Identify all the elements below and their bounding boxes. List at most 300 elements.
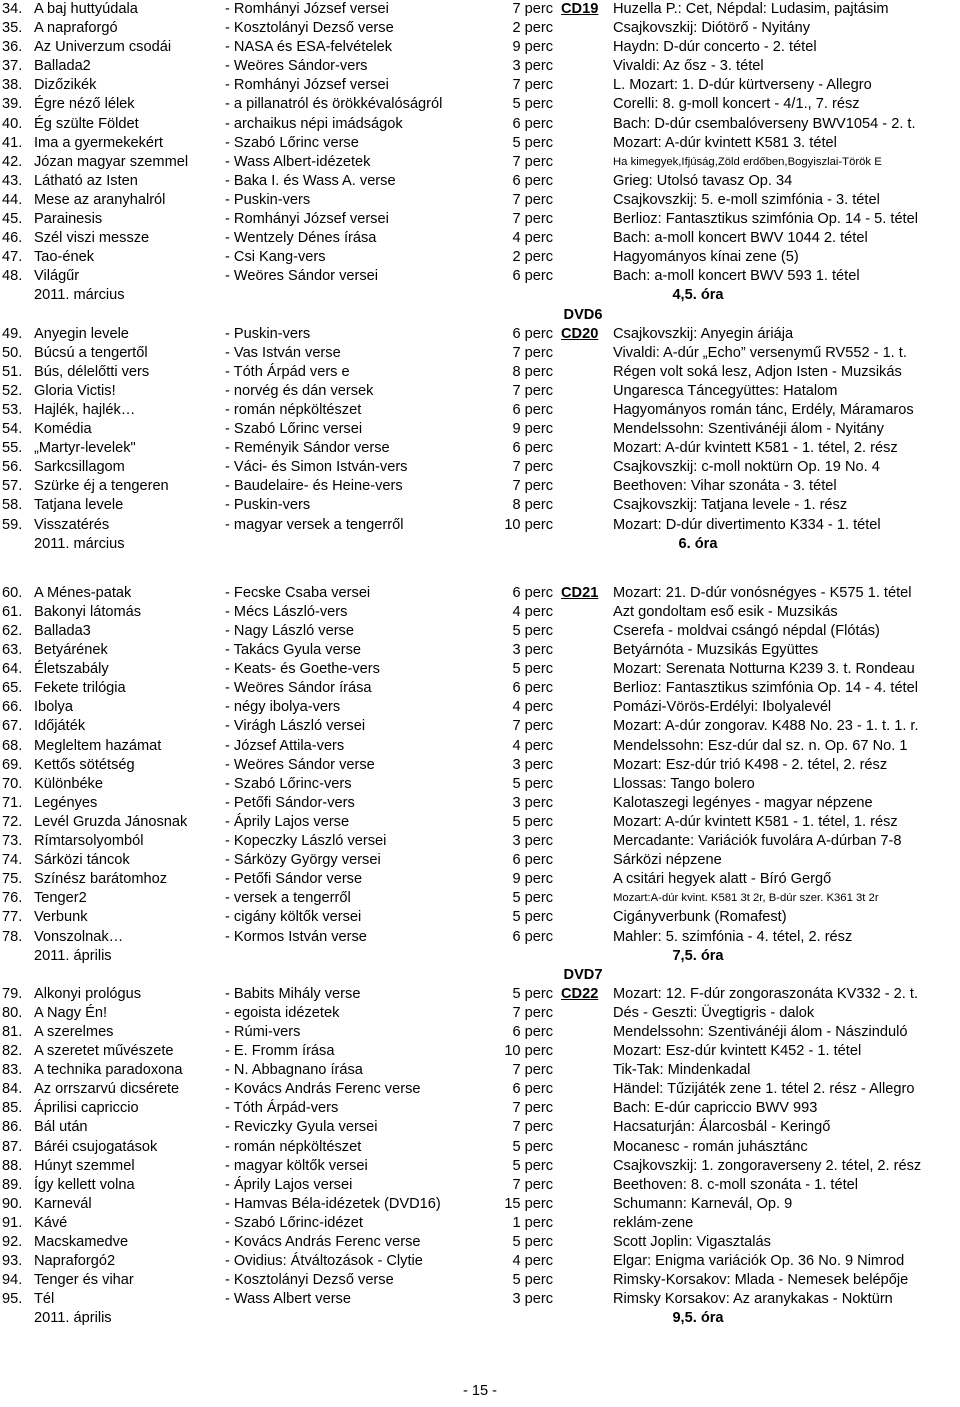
- item-duration: 6 perc: [512, 172, 553, 189]
- item-number: 91.: [2, 1214, 23, 1231]
- item-title: Levél Gruzda Jánosnak: [34, 813, 188, 830]
- item-number: 68.: [2, 737, 23, 754]
- program-row: [0, 889, 960, 908]
- item-title: Húnyt szemmel: [34, 1157, 135, 1174]
- item-number: 70.: [2, 775, 23, 792]
- item-number: 67.: [2, 718, 23, 735]
- program-row: [0, 477, 960, 496]
- item-music: Régen volt soká lesz, Adjon Isten - Muzsikás: [613, 363, 902, 380]
- program-row: [0, 1023, 960, 1042]
- group-hours: 9,5. óra: [672, 1310, 724, 1327]
- item-number: 45.: [2, 211, 23, 228]
- item-music: Ha kimegyek,Ifjúság,Zöld erdőben,Bogyiszlai-Török E: [613, 155, 882, 168]
- item-music: Mendelssohn: Esz-dúr dal sz. n. Op. 67 No. 1: [613, 737, 908, 754]
- item-source: - József Attila-vers: [225, 737, 345, 754]
- item-title: Sarkcsillagom: [34, 459, 125, 476]
- item-source: - Szabó Lőrinc-vers: [225, 775, 352, 792]
- item-duration: 7 perc: [512, 382, 553, 399]
- item-title: Gloria Victis!: [34, 382, 116, 399]
- item-music: Beethoven: Vihar szonáta - 3. tétel: [613, 478, 837, 495]
- item-duration: 7 perc: [512, 153, 553, 170]
- cd-label: CD21: [561, 584, 599, 601]
- group-summary-row: [0, 1309, 960, 1328]
- program-row: [0, 57, 960, 76]
- dvd-label: DVD7: [563, 966, 603, 983]
- item-source: - Tóth Árpád vers e: [225, 363, 350, 380]
- group-date: 2011. március: [34, 287, 125, 304]
- item-source: - Babits Mihály verse: [225, 985, 361, 1002]
- item-number: 39.: [2, 96, 23, 113]
- item-number: 55.: [2, 440, 23, 457]
- program-row: [0, 344, 960, 363]
- item-duration: 7 perc: [512, 77, 553, 94]
- item-source: - Keats- és Goethe-vers: [225, 661, 380, 678]
- item-number: 80.: [2, 1004, 23, 1021]
- program-row: [0, 870, 960, 889]
- program-row: [0, 584, 960, 603]
- item-music: Csajkovszkij: Tatjana levele - 1. rész: [613, 497, 848, 514]
- item-music: Bach: D-dúr csembalóverseny BWV1054 - 2. t.: [613, 115, 916, 132]
- group-spacer: [0, 554, 960, 573]
- group-date: 2011. április: [34, 947, 112, 964]
- cd-label: CD20: [561, 325, 599, 342]
- item-title: Különbéke: [34, 775, 103, 792]
- item-duration: 7 perc: [512, 718, 553, 735]
- item-music: Csajkovszkij: Anyegin áriája: [613, 325, 794, 342]
- program-row: [0, 622, 960, 641]
- item-title: A Nagy Én!: [34, 1004, 108, 1021]
- item-music: Bach: E-dúr capriccio BWV 993: [613, 1100, 818, 1117]
- item-title: Betyárének: [34, 642, 108, 659]
- item-number: 38.: [2, 77, 23, 94]
- item-title: A szerelmes: [34, 1023, 114, 1040]
- item-source: - magyar költők versei: [225, 1157, 368, 1174]
- item-music: Mendelssohn: Szentivánéji álom - Nászinduló: [613, 1023, 908, 1040]
- item-source: - Váci- és Simon István-vers: [225, 459, 408, 476]
- group-spacer: [0, 1328, 960, 1347]
- item-title: Ibolya: [34, 699, 73, 716]
- item-number: 43.: [2, 172, 23, 189]
- item-number: 83.: [2, 1062, 23, 1079]
- item-music: L. Mozart: 1. D-dúr kürtverseny - Allegro: [613, 77, 872, 94]
- program-row: [0, 832, 960, 851]
- item-source: - négy ibolya-vers: [225, 699, 341, 716]
- program-row: [0, 1157, 960, 1176]
- item-number: 36.: [2, 39, 23, 56]
- program-row: [0, 153, 960, 172]
- program-row: [0, 1118, 960, 1137]
- item-source: - NASA és ESA-felvételek: [225, 39, 393, 56]
- item-number: 51.: [2, 363, 23, 380]
- item-duration: 3 perc: [512, 833, 553, 850]
- item-duration: 6 perc: [512, 1081, 553, 1098]
- item-duration: 5 perc: [512, 813, 553, 830]
- item-number: 90.: [2, 1195, 23, 1212]
- item-source: - Wass Albert-idézetek: [225, 153, 371, 170]
- program-group: [0, 0, 960, 325]
- item-music: Mozart: 21. D-dúr vonósnégyes - K575 1. tétel: [613, 584, 912, 601]
- item-source: - Rúmi-vers: [225, 1023, 301, 1040]
- item-duration: 6 perc: [512, 928, 553, 945]
- item-music: Mozart: A-dúr kvintett K581 - 1. tétel, 1. rész: [613, 813, 898, 830]
- item-number: 58.: [2, 497, 23, 514]
- item-title: Szél viszi messze: [34, 230, 150, 247]
- item-title: Így kellett volna: [34, 1176, 135, 1193]
- item-title: Búcsú a tengertől: [34, 344, 148, 361]
- program-row: [0, 363, 960, 382]
- item-duration: 5 perc: [512, 134, 553, 151]
- item-duration: 7 perc: [512, 1119, 553, 1136]
- item-number: 69.: [2, 756, 23, 773]
- item-title: Világűr: [34, 268, 80, 285]
- item-title: Tao-ének: [34, 249, 95, 266]
- item-music: Kalotaszegi legényes - magyar népzene: [613, 794, 873, 811]
- item-number: 57.: [2, 478, 23, 495]
- item-music: Csajkovszkij: c-moll noktürn Op. 19 No. 4: [613, 459, 880, 476]
- item-title: „Martyr-levelek": [34, 440, 136, 457]
- item-title: Karnevál: [34, 1195, 92, 1212]
- item-number: 64.: [2, 661, 23, 678]
- program-row: [0, 1214, 960, 1233]
- item-source: - Wentzely Dénes írása: [225, 230, 377, 247]
- item-duration: 5 perc: [512, 890, 553, 907]
- program-row: [0, 679, 960, 698]
- program-row: [0, 985, 960, 1004]
- item-duration: 7 perc: [512, 1062, 553, 1079]
- item-source: - Romhányi József versei: [225, 211, 389, 228]
- item-music: Llossas: Tango bolero: [613, 775, 755, 792]
- item-number: 76.: [2, 890, 23, 907]
- program-row: [0, 115, 960, 134]
- group-spacer: [0, 306, 960, 325]
- item-duration: 6 perc: [512, 852, 553, 869]
- item-music: Betyárnóta - Muzsikás Együttes: [613, 642, 819, 659]
- item-title: Rímtarsolyomból: [34, 833, 144, 850]
- item-music: Rimsky Korsakov: Az aranykakas - Noktürn: [613, 1291, 893, 1308]
- item-title: Bál után: [34, 1119, 88, 1136]
- item-number: 86.: [2, 1119, 23, 1136]
- item-duration: 10 perc: [504, 1043, 553, 1060]
- program-row: [0, 660, 960, 679]
- program-row: [0, 401, 960, 420]
- item-number: 77.: [2, 909, 23, 926]
- item-source: - Petőfi Sándor-vers: [225, 794, 355, 811]
- item-title: Komédia: [34, 421, 92, 438]
- item-number: 93.: [2, 1253, 23, 1270]
- item-music: Corelli: 8. g-moll koncert - 4/1., 7. rész: [613, 96, 860, 113]
- item-duration: 8 perc: [512, 497, 553, 514]
- item-number: 85.: [2, 1100, 23, 1117]
- program-row: [0, 1271, 960, 1290]
- item-source: - Baka I. és Wass A. verse: [225, 172, 396, 189]
- item-music: Hagyományos kínai zene (5): [613, 249, 799, 266]
- item-source: - Szabó Lőrinc verse: [225, 134, 359, 151]
- item-number: 78.: [2, 928, 23, 945]
- item-duration: 5 perc: [512, 1272, 553, 1289]
- item-number: 59.: [2, 516, 23, 533]
- item-duration: 9 perc: [512, 39, 553, 56]
- item-music: reklám-zene: [613, 1214, 694, 1231]
- item-duration: 7 perc: [512, 459, 553, 476]
- item-duration: 7 perc: [512, 211, 553, 228]
- program-row: [0, 1138, 960, 1157]
- item-music: Hagyományos román tánc, Erdély, Máramaros: [613, 401, 914, 418]
- item-title: A napraforgó: [34, 20, 118, 37]
- item-title: Fekete trilógia: [34, 680, 126, 697]
- item-title: Áprilisi capriccio: [34, 1100, 139, 1117]
- item-source: - Mécs László-vers: [225, 603, 348, 620]
- item-title: Vonszolnak…: [34, 928, 124, 945]
- item-duration: 3 perc: [512, 756, 553, 773]
- item-title: Dizőzikék: [34, 77, 97, 94]
- item-music: Mozart: A-dúr kvintett K581 - 1. tétel, 2. rész: [613, 440, 898, 457]
- program-row: [0, 0, 960, 19]
- item-title: Macskamedve: [34, 1234, 129, 1250]
- item-music: Schumann: Karnevál, Op. 9: [613, 1195, 793, 1212]
- item-source: - Ovidius: Átváltozások - Clytie: [225, 1253, 423, 1270]
- item-duration: 5 perc: [512, 1157, 553, 1174]
- item-number: 41.: [2, 134, 23, 151]
- item-source: - Kopeczky László versei: [225, 833, 387, 850]
- item-duration: 7 perc: [512, 191, 553, 208]
- item-music: Pomázi-Vörös-Erdélyi: Ibolyalevél: [613, 699, 832, 716]
- item-duration: 4 perc: [512, 737, 553, 754]
- item-duration: 5 perc: [512, 661, 553, 678]
- item-source: - Szabó Lőrinc versei: [225, 421, 363, 438]
- item-source: - Áprily Lajos verse: [225, 813, 350, 830]
- item-title: Kávé: [34, 1214, 68, 1231]
- item-title: Tél: [34, 1291, 55, 1308]
- item-title: Színész barátomhoz: [34, 871, 168, 888]
- item-source: - Baudelaire- és Heine-vers: [225, 478, 403, 495]
- item-music: Cigányverbunk (Romafest): [613, 909, 787, 926]
- item-title: Bús, délelőtti vers: [34, 363, 150, 380]
- item-number: 47.: [2, 249, 23, 266]
- item-music: Ungaresca Táncegyüttes: Hatalom: [613, 382, 838, 399]
- cd-label: CD19: [561, 1, 599, 17]
- program-group: [0, 985, 960, 1348]
- item-source: - Romhányi József versei: [225, 1, 389, 17]
- item-title: Kettős sötétség: [34, 756, 135, 773]
- item-number: 53.: [2, 401, 23, 418]
- item-duration: 5 perc: [512, 985, 553, 1002]
- item-duration: 9 perc: [512, 871, 553, 888]
- item-source: - Puskin-vers: [225, 497, 311, 514]
- item-source: - egoista idézetek: [225, 1004, 340, 1021]
- item-source: - Reviczky Gyula versei: [225, 1119, 378, 1136]
- program-row: [0, 698, 960, 717]
- item-music: Hacsaturján: Álarcosbál - Keringő: [613, 1119, 831, 1136]
- item-duration: 7 perc: [512, 344, 553, 361]
- item-number: 81.: [2, 1023, 23, 1040]
- item-number: 63.: [2, 642, 23, 659]
- item-duration: 7 perc: [512, 1100, 553, 1117]
- group-summary-row: [0, 947, 960, 966]
- item-number: 88.: [2, 1157, 23, 1174]
- item-source: - Wass Albert verse: [225, 1291, 351, 1308]
- program-row: [0, 737, 960, 756]
- program-row: [0, 134, 960, 153]
- item-title: A Ménes-patak: [34, 584, 132, 601]
- item-duration: 15 perc: [504, 1195, 553, 1212]
- program-row: [0, 1252, 960, 1271]
- item-duration: 5 perc: [512, 1138, 553, 1155]
- item-number: 65.: [2, 680, 23, 697]
- item-number: 82.: [2, 1043, 23, 1060]
- item-duration: 6 perc: [512, 268, 553, 285]
- item-duration: 10 perc: [504, 516, 553, 533]
- program-row: [0, 851, 960, 870]
- item-duration: 5 perc: [512, 623, 553, 639]
- item-number: 48.: [2, 268, 23, 285]
- item-duration: 1 perc: [512, 1214, 553, 1231]
- item-source: - Vas István verse: [225, 344, 341, 361]
- item-number: 92.: [2, 1234, 23, 1250]
- program-group: [0, 584, 960, 985]
- item-number: 60.: [2, 584, 23, 601]
- group-summary-row: [0, 535, 960, 554]
- item-number: 74.: [2, 852, 23, 869]
- group-summary-row: [0, 286, 960, 305]
- item-number: 87.: [2, 1138, 23, 1155]
- group-date: 2011. március: [34, 535, 125, 552]
- item-title: A baj huttyúdala: [34, 1, 138, 17]
- item-duration: 5 perc: [512, 775, 553, 792]
- item-number: 79.: [2, 985, 23, 1002]
- item-duration: 2 perc: [512, 20, 553, 37]
- group-spacer: [0, 966, 960, 985]
- program-row: [0, 267, 960, 286]
- program-row: [0, 1004, 960, 1023]
- item-number: 62.: [2, 623, 23, 639]
- item-source: - Weöres Sándor versei: [225, 268, 379, 285]
- item-number: 61.: [2, 603, 23, 620]
- item-duration: 8 perc: [512, 363, 553, 380]
- item-title: A technika paradoxona: [34, 1062, 183, 1079]
- item-source: - román népköltészet: [225, 1138, 362, 1155]
- item-duration: 6 perc: [512, 680, 553, 697]
- item-number: 34.: [2, 1, 23, 17]
- item-duration: 7 perc: [512, 1, 553, 17]
- item-title: Napraforgó2: [34, 1253, 116, 1270]
- item-music: Bach: a-moll koncert BWV 593 1. tétel: [613, 268, 860, 285]
- item-music: Mozart: 12. F-dúr zongoraszonáta KV332 - 2. t.: [613, 985, 919, 1002]
- program-row: [0, 603, 960, 622]
- item-duration: 3 perc: [512, 1291, 553, 1308]
- item-title: Időjáték: [34, 718, 86, 735]
- item-music: Mahler: 5. szimfónia - 4. tétel, 2. rész: [613, 928, 853, 945]
- item-title: A szeretet művészete: [34, 1043, 174, 1060]
- item-number: 46.: [2, 230, 23, 247]
- item-music: Dés - Geszti: Üvegtigris - dalok: [613, 1004, 815, 1021]
- item-title: Tenger és vihar: [34, 1272, 134, 1289]
- item-music: Tik-Tak: Mindenkadal: [613, 1062, 751, 1079]
- item-title: Hajlék, hajlék…: [34, 401, 136, 418]
- item-number: 44.: [2, 191, 23, 208]
- item-music: Csajkovszkij: Diótörő - Nyitány: [613, 20, 811, 37]
- item-music: Berlioz: Fantasztikus szimfónia Op. 14 - 4. tétel: [613, 680, 918, 697]
- item-number: 54.: [2, 421, 23, 438]
- item-duration: 6 perc: [512, 584, 553, 601]
- program-row: [0, 210, 960, 229]
- item-source: - Puskin-vers: [225, 325, 311, 342]
- program-row: [0, 458, 960, 477]
- item-source: - a pillanatról és örökkévalóságról: [225, 96, 443, 113]
- item-music: Bach: a-moll koncert BWV 1044 2. tétel: [613, 230, 868, 247]
- item-title: Égre néző lélek: [34, 96, 135, 113]
- item-music: Mozart: Esz-dúr trió K498 - 2. tétel, 2. rész: [613, 756, 888, 773]
- item-music: Sárközi népzene: [613, 852, 722, 869]
- group-hours: 4,5. óra: [672, 287, 724, 304]
- item-number: 73.: [2, 833, 23, 850]
- program-row: [0, 794, 960, 813]
- program-row: [0, 191, 960, 210]
- item-source: - Kovács András Ferenc verse: [225, 1081, 421, 1098]
- item-music: Mocanesc - román juhásztánc: [613, 1138, 808, 1155]
- program-row: [0, 248, 960, 267]
- item-duration: 4 perc: [512, 603, 553, 620]
- program-row: [0, 19, 960, 38]
- item-title: Józan magyar szemmel: [34, 153, 189, 170]
- program-row: [0, 775, 960, 794]
- item-music: Mozart: A-dúr zongorav. K488 No. 23 - 1. t. 1. r.: [613, 718, 919, 735]
- program-row: [0, 229, 960, 248]
- program-row: [0, 172, 960, 191]
- item-duration: 4 perc: [512, 1253, 553, 1270]
- item-title: Visszatérés: [34, 516, 110, 533]
- item-source: - Kormos István verse: [225, 928, 367, 945]
- item-music: Elgar: Enigma variációk Op. 36 No. 9 Nimrod: [613, 1253, 905, 1270]
- program-row: [0, 756, 960, 775]
- program-row: [0, 717, 960, 736]
- item-number: 50.: [2, 344, 23, 361]
- item-duration: 6 perc: [512, 115, 553, 132]
- item-source: - Kovács András Ferenc verse: [225, 1234, 421, 1250]
- item-title: Tenger2: [34, 890, 87, 907]
- item-title: Tatjana levele: [34, 497, 124, 514]
- item-title: Ima a gyermekekért: [34, 134, 163, 151]
- program-row: [0, 1233, 960, 1252]
- item-music: Mozart:A-dúr kvint. K581 3t 2r, B-dúr szer. K361 3t 2r: [613, 892, 879, 905]
- item-number: 49.: [2, 325, 23, 342]
- program-row: [0, 928, 960, 947]
- item-source: - Weöres Sándor írása: [225, 680, 372, 697]
- program-row: [0, 1061, 960, 1080]
- item-source: - Virágh László versei: [225, 718, 366, 735]
- item-title: Verbunk: [34, 909, 88, 926]
- item-number: 89.: [2, 1176, 23, 1193]
- item-title: Alkonyi prológus: [34, 985, 142, 1002]
- item-title: Ég szülte Földet: [34, 115, 139, 132]
- item-title: Legényes: [34, 794, 98, 811]
- item-source: - magyar versek a tengerről: [225, 516, 404, 533]
- group-hours: 6. óra: [678, 535, 718, 552]
- item-music: Rimsky-Korsakov: Mlada - Nemesek belépője: [613, 1272, 909, 1289]
- item-source: - versek a tengerről: [225, 890, 351, 907]
- item-duration: 7 perc: [512, 1004, 553, 1021]
- dvd-label: DVD6: [563, 306, 603, 323]
- item-source: - Hamvas Béla-idézetek (DVD16): [225, 1195, 441, 1212]
- item-number: 37.: [2, 58, 23, 75]
- item-duration: 6 perc: [512, 1023, 553, 1040]
- item-music: Cserefa - moldvai csángó népdal (Flótás): [613, 623, 880, 639]
- item-duration: 9 perc: [512, 421, 553, 438]
- item-number: 52.: [2, 382, 23, 399]
- page-number: - 15 -: [462, 1383, 498, 1399]
- item-number: 95.: [2, 1291, 23, 1308]
- item-music: Csajkovszkij: 5. e-moll szimfónia - 3. tétel: [613, 191, 880, 208]
- item-duration: 5 perc: [512, 909, 553, 926]
